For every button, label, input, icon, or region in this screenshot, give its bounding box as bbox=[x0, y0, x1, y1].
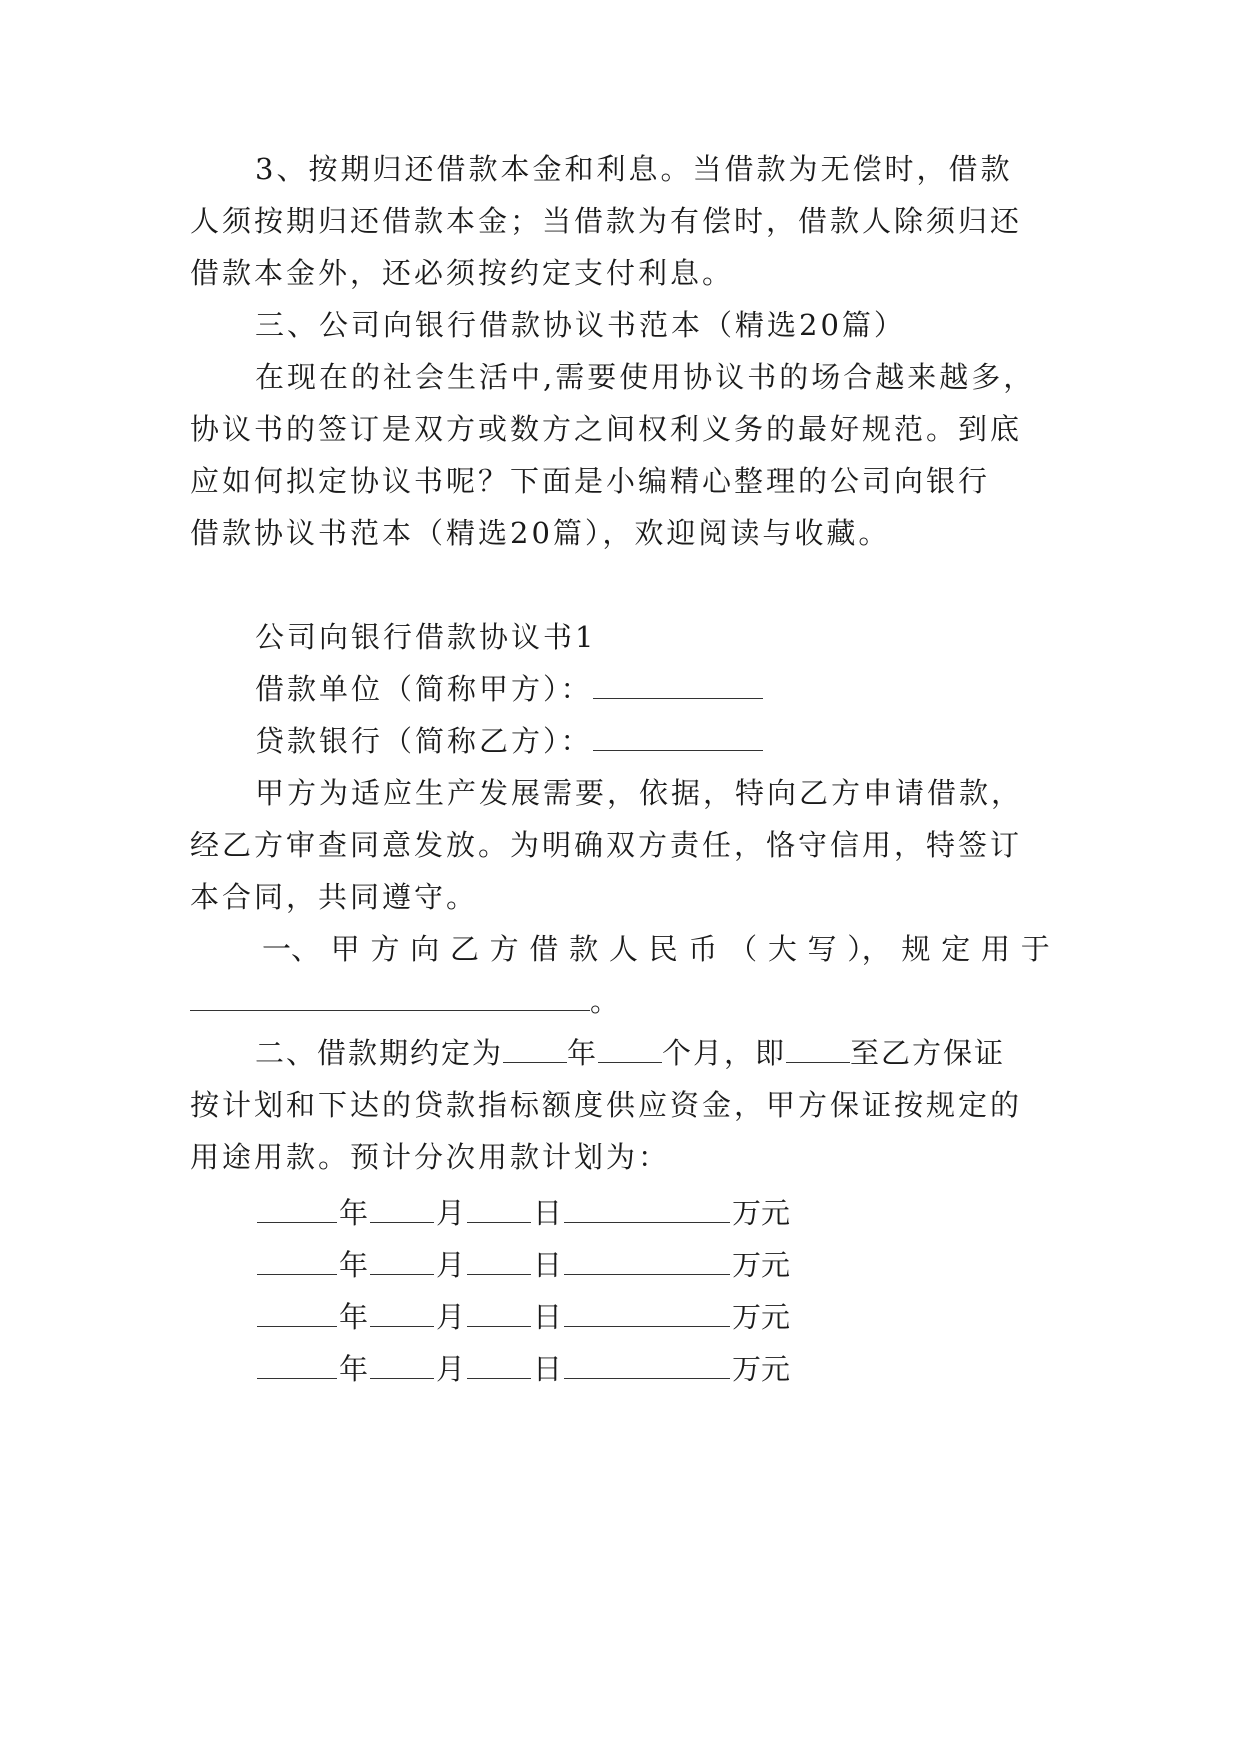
schedule-month: 月 bbox=[436, 1300, 466, 1334]
paragraph-line: 用途用款。预计分次用款计划为： bbox=[190, 1140, 671, 1174]
lender-line bbox=[255, 722, 1050, 762]
paragraph-line: 协议书的签订是双方或数方之间权利义务的最好规范。到底 bbox=[190, 412, 1023, 446]
schedule-month: 月 bbox=[436, 1352, 466, 1386]
schedule-year: 年 bbox=[339, 1300, 369, 1334]
clause-word: 用 bbox=[980, 932, 1010, 966]
blank-month bbox=[370, 1352, 434, 1379]
clause-word: 币 bbox=[688, 932, 718, 966]
schedule-row bbox=[255, 1246, 875, 1286]
lender-blank bbox=[593, 724, 763, 751]
clause-word: 于 bbox=[1020, 932, 1050, 966]
borrower-blank bbox=[593, 672, 763, 699]
schedule-day: 日 bbox=[533, 1196, 563, 1230]
clause-word: 民 bbox=[648, 932, 678, 966]
blank-day bbox=[467, 1352, 531, 1379]
schedule-month: 月 bbox=[436, 1196, 466, 1230]
paragraph-line: 人须按期归还借款本金；当借款为有偿时，借款人除须归还 bbox=[190, 204, 1023, 238]
blank-year bbox=[257, 1248, 337, 1275]
clause-word: ）， bbox=[847, 932, 891, 966]
schedule-unit: 万元 bbox=[732, 1248, 791, 1282]
blank-day bbox=[467, 1248, 531, 1275]
blank-month bbox=[370, 1196, 434, 1223]
schedule-year: 年 bbox=[339, 1352, 369, 1386]
blank-month bbox=[370, 1248, 434, 1275]
paragraph-line: 甲方为适应生产发展需要，依据，特向乙方申请借款， bbox=[255, 776, 1024, 810]
clause-word: 款 bbox=[569, 932, 599, 966]
blank-year bbox=[257, 1352, 337, 1379]
clause-word: 乙 bbox=[449, 932, 479, 966]
borrower-line bbox=[255, 670, 1050, 710]
paragraph-line: 借款本金外，还必须按约定支付利息。 bbox=[190, 256, 735, 290]
blank-year bbox=[257, 1300, 337, 1327]
blank-amount bbox=[564, 1248, 730, 1275]
schedule-year: 年 bbox=[339, 1248, 369, 1282]
clause-1-purpose-line bbox=[190, 982, 1050, 1022]
schedule-day: 日 bbox=[533, 1248, 563, 1282]
paragraph-line: 按计划和下达的贷款指标额度供应资金，甲方保证按规定的 bbox=[190, 1088, 1023, 1122]
paragraph-line: 借款协议书范本（精选20篇），欢迎阅读与收藏。 bbox=[190, 516, 891, 550]
blank-month bbox=[370, 1300, 434, 1327]
clause-2-month: 个月，即 bbox=[662, 1036, 787, 1070]
blank-from bbox=[786, 1036, 850, 1063]
purpose-blank bbox=[190, 984, 590, 1011]
blank-amount bbox=[564, 1352, 730, 1379]
schedule-row bbox=[255, 1194, 875, 1234]
paragraph-line: 经乙方审查同意发放。为明确双方责任，恪守信用，特签订 bbox=[190, 828, 1023, 862]
clause-word: 写 bbox=[807, 932, 837, 966]
blank-amount bbox=[564, 1300, 730, 1327]
schedule-day: 日 bbox=[533, 1300, 563, 1334]
clause-word: 方 bbox=[489, 932, 519, 966]
paragraph-line: 在现在的社会生活中,需要使用协议书的场合越来越多， bbox=[255, 360, 1036, 394]
clause-word: 借 bbox=[529, 932, 559, 966]
contract-title: 公司向银行借款协议书1 bbox=[255, 620, 597, 654]
clause-word: 规 bbox=[901, 932, 931, 966]
clause-2-suffix: 至乙方保证 bbox=[850, 1036, 1006, 1070]
schedule-day: 日 bbox=[533, 1352, 563, 1386]
clause-word: 一、 bbox=[262, 932, 321, 966]
blank-months bbox=[598, 1036, 662, 1063]
schedule-unit: 万元 bbox=[732, 1300, 791, 1334]
clause-2-year: 年 bbox=[567, 1036, 599, 1070]
borrower-label: 借款单位（简称甲方）： bbox=[255, 672, 593, 706]
schedule-unit: 万元 bbox=[732, 1352, 791, 1386]
blank-day bbox=[467, 1196, 531, 1223]
schedule-year: 年 bbox=[339, 1196, 369, 1230]
clause-word: 大 bbox=[767, 932, 797, 966]
clause-2-line bbox=[255, 1034, 1050, 1074]
lender-label: 贷款银行（简称乙方）： bbox=[255, 724, 593, 758]
blank-years bbox=[503, 1036, 567, 1063]
clause-word: 方 bbox=[370, 932, 400, 966]
clause-1-line bbox=[262, 930, 1050, 970]
clause-word: 甲 bbox=[330, 932, 360, 966]
clause-word: 人 bbox=[608, 932, 638, 966]
clause-word: 定 bbox=[941, 932, 971, 966]
schedule-row bbox=[255, 1298, 875, 1338]
paragraph-line: 3、按期归还借款本金和利息。当借款为无偿时，借款 bbox=[255, 152, 1013, 186]
blank-day bbox=[467, 1300, 531, 1327]
schedule-row bbox=[255, 1350, 875, 1390]
schedule-month: 月 bbox=[436, 1248, 466, 1282]
paragraph-line: 本合同，共同遵守。 bbox=[190, 880, 479, 914]
blank-amount bbox=[564, 1196, 730, 1223]
period-mark: 。 bbox=[590, 984, 623, 1018]
section-heading: 三、公司向银行借款协议书范本（精选20篇） bbox=[255, 308, 906, 342]
paragraph-line: 应如何拟定协议书呢？下面是小编精心整理的公司向银行 bbox=[190, 464, 991, 498]
clause-word: （ bbox=[728, 932, 758, 966]
clause-2-prefix: 二、借款期约定为 bbox=[255, 1036, 504, 1070]
clause-word: 向 bbox=[410, 932, 440, 966]
schedule-unit: 万元 bbox=[732, 1196, 791, 1230]
blank-year bbox=[257, 1196, 337, 1223]
